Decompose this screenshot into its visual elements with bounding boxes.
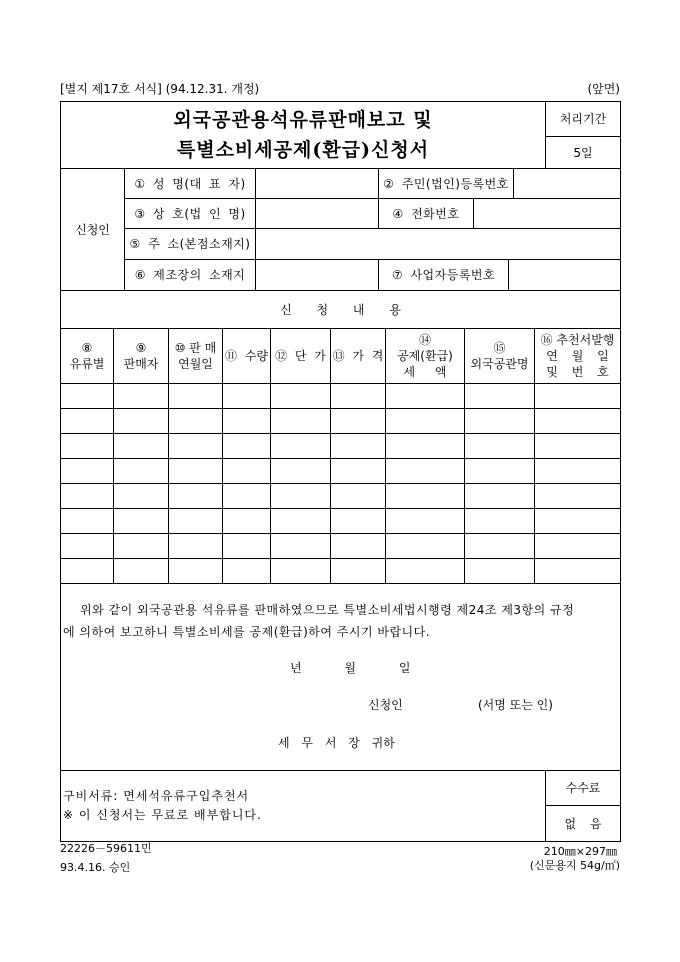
content-heading: 신 청 내 용: [61, 291, 620, 329]
date-line: 년 월 일: [290, 661, 411, 675]
table-cell: [386, 509, 465, 533]
table-cell: [114, 384, 169, 408]
table-cell: [169, 409, 223, 433]
table-cell: [535, 459, 620, 483]
table-row: [61, 409, 620, 434]
column-header-line: 연 월 일: [546, 349, 609, 363]
column-header-line: ⑩ 판 매: [174, 341, 217, 355]
table-cell: [465, 559, 535, 583]
table-cell: [535, 534, 620, 558]
processing-period-value: 5일: [546, 137, 620, 169]
table-cell: [169, 459, 223, 483]
table-cell: [169, 384, 223, 408]
column-header-embassy-name: [465, 329, 535, 383]
table-cell: [223, 434, 271, 458]
table-cell: [386, 559, 465, 583]
fee-label: 수수료: [546, 771, 620, 806]
table-cell: [386, 434, 465, 458]
column-header-recommendation-issue: [535, 329, 620, 383]
required-documents: 구비서류: 면세석유류구입추천서: [63, 789, 250, 803]
phone-label: ④ 전화번호: [379, 199, 474, 229]
form-title: [61, 102, 546, 169]
company-name-label: ③ 상 호(법 인 명): [125, 199, 256, 229]
table-cell: [386, 534, 465, 558]
table-cell: [386, 384, 465, 408]
table-cell: [61, 534, 114, 558]
processing-period-label: 처리기간: [546, 102, 620, 137]
table-cell: [169, 559, 223, 583]
table-row: [61, 534, 620, 559]
factory-location-label: ⑥ 제조장의 소재지: [125, 260, 256, 291]
table-cell: [465, 459, 535, 483]
table-cell: [535, 409, 620, 433]
column-header-line: 세 액: [403, 365, 447, 379]
table-row: [61, 459, 620, 484]
table-row: [61, 509, 620, 534]
table-cell: [271, 459, 331, 483]
table-cell: [271, 409, 331, 433]
phone-field: [474, 199, 620, 229]
table-cell: [386, 409, 465, 433]
table-cell: [535, 434, 620, 458]
table-cell: [61, 384, 114, 408]
table-cell: [535, 384, 620, 408]
table-cell: [223, 559, 271, 583]
table-cell: [169, 434, 223, 458]
column-header-line: ⑬ 가 격: [332, 349, 384, 363]
table-cell: [169, 484, 223, 508]
attachments-section: [61, 771, 546, 841]
approval-date: 93.4.16. 승인: [60, 861, 131, 874]
table-cell: [271, 509, 331, 533]
table-cell: [61, 434, 114, 458]
table-cell: [169, 509, 223, 533]
column-header-line: ⑭: [418, 333, 431, 347]
form-number: [별지 제17호 서식] (94.12.31. 개정): [60, 82, 260, 96]
declaration-line-2: 에 의하여 보고하니 특별소비세를 공제(환급)하여 주시기 바랍니다.: [63, 625, 431, 639]
column-header-line: 판매자: [123, 357, 159, 371]
table-cell: [169, 534, 223, 558]
table-cell: [61, 484, 114, 508]
name-field: [256, 169, 379, 199]
column-header-line: 외국공관명: [470, 357, 529, 371]
table-cell: [331, 484, 386, 508]
table-cell: [114, 459, 169, 483]
address-label: ⑤ 주 소(본점소재지): [125, 229, 256, 260]
control-number: 22226－59611민: [60, 842, 152, 855]
table-cell: [535, 509, 620, 533]
table-cell: [223, 459, 271, 483]
table-cell: [223, 409, 271, 433]
column-header-line: 연월일: [178, 357, 213, 371]
paper-size: 210㎜×297㎜: [543, 845, 617, 858]
table-cell: [331, 459, 386, 483]
factory-location-field: [256, 260, 379, 291]
table-cell: [223, 534, 271, 558]
table-cell: [331, 434, 386, 458]
table-cell: [61, 559, 114, 583]
business-number-label: ⑦ 사업자등록번호: [379, 260, 509, 291]
table-cell: [331, 509, 386, 533]
table-cell: [271, 384, 331, 408]
business-number-field: [509, 260, 620, 291]
paper-type: (신문용지 54g/㎡): [529, 859, 620, 872]
table-cell: [465, 409, 535, 433]
table-row: [61, 559, 620, 584]
table-cell: [223, 509, 271, 533]
column-header-price: [331, 329, 386, 383]
table-cell: [271, 434, 331, 458]
name-label: ① 성 명(대 표 자): [125, 169, 256, 199]
free-distribution-note: ※ 이 신청서는 무료로 배부합니다.: [63, 808, 262, 822]
column-header-sale-date: [169, 329, 223, 383]
column-header-unit-price: [271, 329, 331, 383]
address-field: [256, 229, 620, 260]
signature-note: (서명 또는 인): [478, 698, 553, 712]
title-line-1: 외국공관용석유류판매보고 및: [173, 109, 433, 131]
declaration-line-1: 위와 같이 외국공관용 석유류를 판매하였으므로 특별소비세법시행령 제24조 제3항의 규정: [80, 603, 575, 617]
title-line-2: 특별소비세공제(환급)신청서: [176, 139, 430, 161]
column-header-oil-type: [61, 329, 114, 383]
table-cell: [386, 459, 465, 483]
resident-number-field: [514, 169, 620, 199]
table-cell: [465, 509, 535, 533]
table-cell: [223, 484, 271, 508]
table-cell: [61, 409, 114, 433]
table-cell: [465, 484, 535, 508]
table-cell: [465, 384, 535, 408]
column-header-deduction-tax: [386, 329, 465, 383]
table-cell: [61, 459, 114, 483]
column-header-line: ⑨: [135, 341, 147, 355]
declaration-section: [61, 584, 620, 771]
table-cell: [535, 484, 620, 508]
column-header-line: 유류별: [69, 357, 105, 371]
table-body: [61, 384, 620, 584]
addressee: 세 무 서 장 귀하: [278, 736, 395, 750]
table-row: [61, 434, 620, 459]
applicant-section-label: 신청인: [61, 169, 125, 291]
table-cell: [331, 384, 386, 408]
table-cell: [465, 434, 535, 458]
table-cell: [61, 509, 114, 533]
table-cell: [271, 484, 331, 508]
table-cell: [114, 409, 169, 433]
table-row: [61, 484, 620, 509]
applicant-signature-label: 신청인: [368, 698, 403, 712]
table-cell: [114, 509, 169, 533]
table-cell: [386, 484, 465, 508]
company-name-field: [256, 199, 379, 229]
application-form: [60, 101, 621, 842]
table-cell: [331, 534, 386, 558]
table-cell: [114, 534, 169, 558]
table-cell: [114, 559, 169, 583]
table-cell: [223, 384, 271, 408]
column-header-line: ⑧: [81, 341, 93, 355]
table-cell: [331, 559, 386, 583]
table-header-row: [61, 329, 620, 384]
table-cell: [465, 534, 535, 558]
page-side-label: (앞면): [587, 82, 620, 96]
column-header-line: ⑯ 추천서발행: [540, 333, 615, 347]
column-header-line: 공제(환급): [397, 349, 453, 363]
table-cell: [114, 434, 169, 458]
column-header-line: ⑮: [493, 341, 506, 355]
table-row: [61, 384, 620, 409]
resident-number-label: ② 주민(법인)등록번호: [379, 169, 514, 199]
column-header-seller: [114, 329, 169, 383]
column-header-quantity: [223, 329, 271, 383]
table-cell: [114, 484, 169, 508]
column-header-line: 및 번 호: [546, 365, 609, 379]
fee-value: 없 음: [564, 816, 602, 831]
table-cell: [271, 534, 331, 558]
column-header-line: ⑪ 수량: [225, 349, 268, 363]
column-header-line: ⑫ 단 가: [275, 349, 326, 363]
table-cell: [331, 409, 386, 433]
table-cell: [271, 559, 331, 583]
table-cell: [535, 559, 620, 583]
